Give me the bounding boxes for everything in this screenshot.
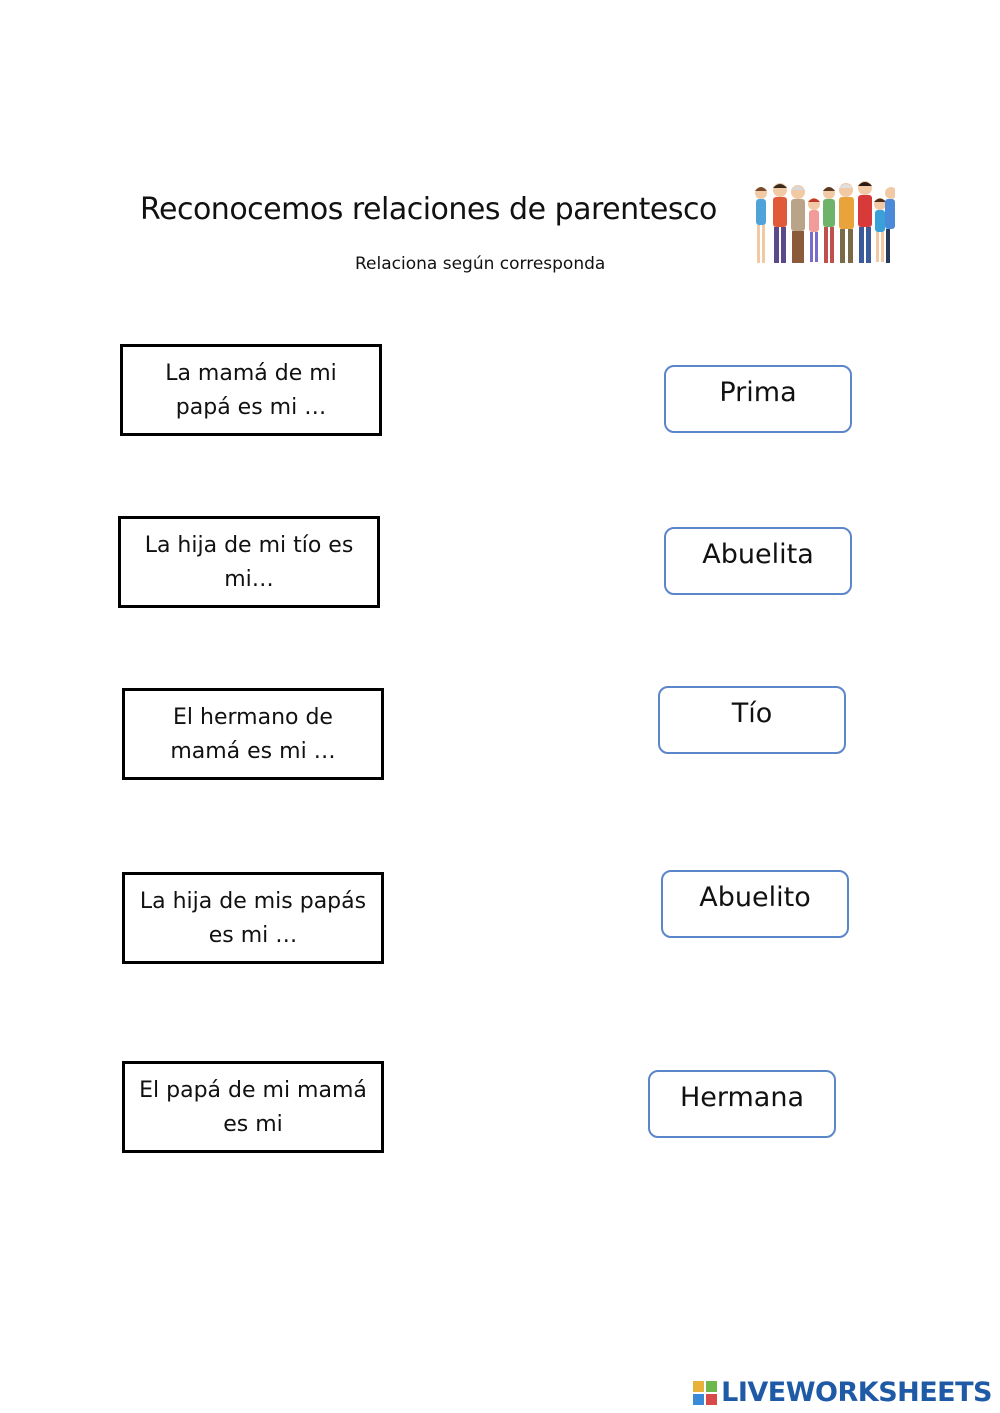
family-member bbox=[839, 183, 854, 263]
family-member bbox=[755, 187, 767, 263]
prompt-box[interactable] bbox=[120, 344, 382, 436]
prompt-text: La hija de mi tío es mi… bbox=[144, 533, 354, 592]
prompt-text: El papá de mi mamá es mi bbox=[139, 1078, 367, 1137]
family-member bbox=[823, 187, 835, 263]
answer-option-hermana[interactable]: Hermana bbox=[648, 1070, 836, 1138]
answer-option-prima[interactable]: Prima bbox=[664, 365, 852, 433]
answer-option-abuelita[interactable]: Abuelita bbox=[664, 527, 852, 595]
prompt-box[interactable] bbox=[122, 872, 384, 964]
prompt-text: La mamá de mi papá es mi … bbox=[165, 361, 337, 420]
prompt-text: La hija de mis papás es mi … bbox=[139, 889, 367, 948]
liveworksheets-watermark bbox=[693, 1377, 992, 1408]
family-member bbox=[874, 198, 886, 262]
worksheet-subtitle: Relaciona según corresponda bbox=[355, 254, 606, 274]
prompt-box[interactable] bbox=[122, 1061, 384, 1153]
answer-option-abuelito[interactable]: Abuelito bbox=[661, 870, 849, 938]
answer-option-tio[interactable]: Tío bbox=[658, 686, 846, 754]
prompt-box[interactable] bbox=[122, 688, 384, 780]
family-member bbox=[791, 185, 805, 263]
family-member bbox=[773, 183, 787, 263]
worksheet-title: Reconocemos relaciones de parentesco bbox=[140, 192, 717, 227]
prompt-box[interactable] bbox=[118, 516, 380, 608]
liveworksheets-logo-icon bbox=[693, 1381, 717, 1405]
family-member bbox=[858, 181, 872, 263]
family-member bbox=[808, 198, 820, 262]
family-illustration-icon bbox=[745, 175, 895, 270]
prompt-text: El hermano de mamá es mi … bbox=[170, 705, 336, 764]
family-member bbox=[885, 187, 895, 263]
brand-name: LIVEWORKSHEETS bbox=[721, 1377, 992, 1408]
